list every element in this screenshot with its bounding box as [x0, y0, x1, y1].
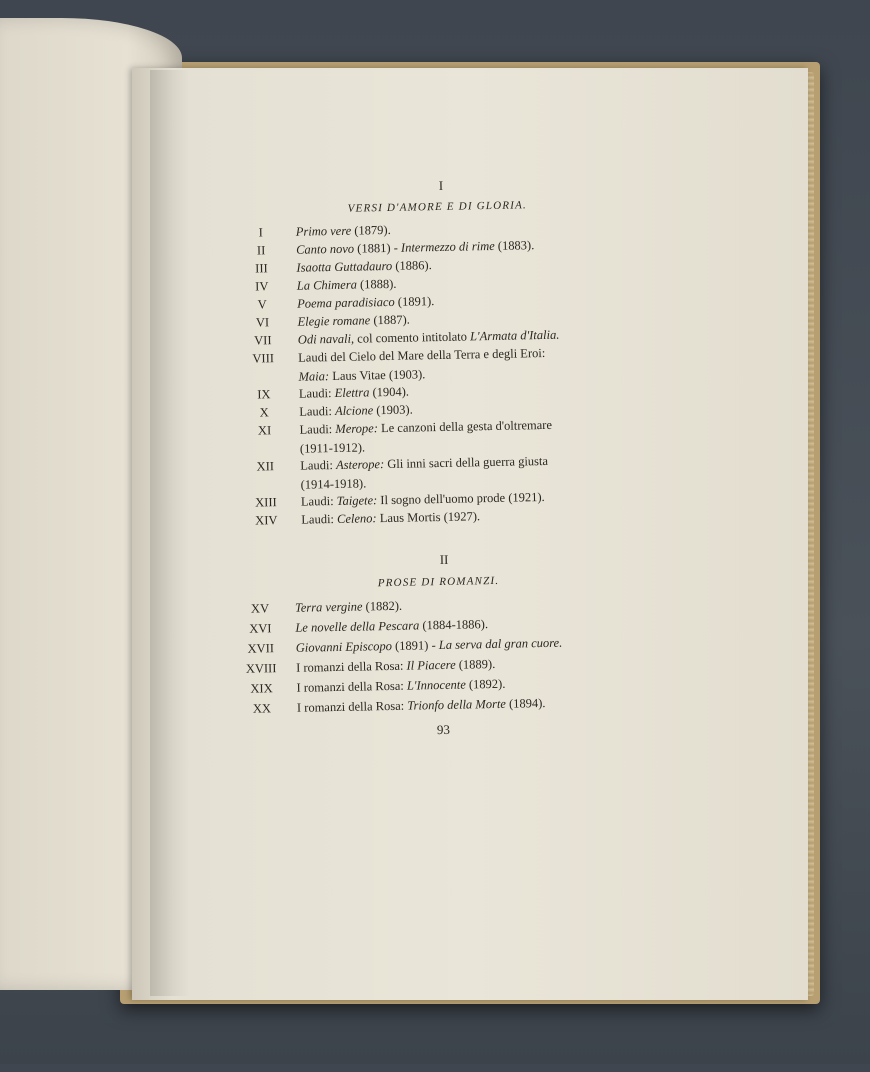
entry-text-part: Isaotta Guttadauro [296, 258, 393, 275]
entry-text-part: I romanzi della Rosa: [296, 698, 408, 715]
entry-title-continued [298, 367, 425, 384]
entry-title [296, 258, 432, 276]
entry-text-part: Elegie romane [297, 313, 371, 329]
entry-text-part: Laudi: [299, 422, 336, 437]
entry-text-part: Il Piacere [406, 657, 456, 673]
entry-title [301, 509, 480, 527]
entry-title [301, 490, 545, 510]
entry-text-part: Laudi del Cielo del Mare della Terra e degli Eroi: [298, 345, 546, 365]
entry-roman-numeral: III [255, 261, 268, 276]
entry-title [297, 313, 410, 330]
entry-text-part: Terra vergine [294, 599, 363, 615]
entry-roman-numeral: XV [250, 601, 270, 616]
entry-title [299, 418, 552, 438]
entry-text-part: (1911-1912). [299, 440, 366, 456]
entry-text-part: Gli inni sacri della guerra giusta [384, 453, 549, 472]
entry-text-part: Maia: [298, 369, 330, 384]
entry-title [297, 294, 434, 312]
entry-text-part: (1887). [370, 312, 410, 328]
entry-text-part: (1891). [394, 294, 435, 309]
entry-roman-numeral: XVI [249, 621, 272, 636]
entry-roman-numeral: VI [255, 315, 270, 330]
entry-text-part: Primo vere [295, 223, 352, 239]
entry-text-part: Giovanni Episcopo [295, 638, 393, 655]
entry-text-part: Celeno: [336, 511, 377, 526]
entry-text-part: (1883). [494, 238, 535, 253]
entry-roman-numeral: IV [255, 279, 269, 294]
entry-text-part: Le novelle della Pescara [295, 618, 420, 635]
entry-text-part: Asterope: [335, 457, 385, 472]
entry-text-part: Laudi: [300, 457, 337, 473]
entry-text-part: La serva dal gran cuore. [438, 635, 563, 653]
entry-text-part: Laudi: [300, 493, 337, 509]
entry-title-continued [300, 440, 365, 456]
entry-title [297, 696, 546, 716]
entry-roman-numeral: VII [254, 333, 272, 348]
entry-title [295, 599, 402, 616]
entry-roman-numeral: VIII [252, 351, 275, 366]
entry-roman-numeral: XVII [247, 641, 275, 656]
entry-title [296, 636, 563, 656]
entry-text-part: Laudi: [299, 404, 336, 419]
entry-text-part: (1914-1918). [300, 476, 367, 492]
entry-roman-numeral: X [259, 405, 269, 420]
entry-title [296, 677, 505, 696]
entry-text-part: Laudi: [298, 386, 335, 401]
entry-roman-numeral: XIX [250, 681, 273, 696]
entry-text-part: Odi navali, [297, 331, 355, 347]
entry-text-part: Trionfo della Morte [407, 696, 507, 713]
entry-title-continued [301, 476, 367, 492]
entry-title [298, 328, 560, 348]
entry-text-part: I romanzi della Rosa: [296, 678, 408, 695]
entry-text-part: Poema paradisiaco [297, 294, 395, 311]
entry-text-part: (1886). [392, 258, 432, 273]
entry-text-part: L'Armata d'Italia. [469, 327, 560, 344]
entry-roman-numeral: II [256, 243, 266, 258]
entry-text-part: Il sogno dell'uomo prode (1921). [377, 489, 545, 508]
entry-title [299, 403, 413, 420]
entry-text-part: (1882). [362, 598, 403, 614]
entry-text-part: (1892). [465, 676, 506, 692]
entry-text-part: (1888). [356, 276, 397, 292]
entry-text-part: Laus Vitae (1903). [328, 367, 426, 384]
entry-text-part: (1891) - [391, 638, 439, 653]
entry-text-part: I romanzi della Rosa: [296, 658, 407, 675]
entry-title [296, 223, 391, 240]
entry-title [300, 454, 548, 474]
entry-text-part: Taigete: [336, 493, 378, 508]
entry-roman-numeral: XI [257, 423, 272, 438]
entry-title [295, 617, 488, 636]
section-number: I [438, 177, 444, 193]
entry-text-part: Le canzoni della gesta d'oltremare [377, 417, 553, 436]
entry-title [297, 277, 397, 294]
entry-text-part: (1879). [351, 222, 391, 238]
entry-text-part: La Chimera [296, 277, 358, 293]
section-title: PROSE DI ROMANZI. [377, 574, 500, 590]
entry-roman-numeral: I [258, 225, 264, 240]
entry-text-part: (1884-1886). [419, 617, 489, 633]
entry-text-part: (1881) - [353, 240, 402, 256]
section-number: II [439, 551, 449, 568]
entry-title [296, 657, 495, 676]
entry-text-part: Alcione [334, 403, 374, 419]
page-number: 93 [436, 721, 451, 738]
entry-text-part: Elettra [334, 385, 370, 401]
entry-roman-numeral: V [257, 297, 267, 312]
entry-text-part: (1903). [373, 402, 413, 418]
entry-text-part: col comento intitolato [353, 329, 471, 346]
entry-title [298, 346, 545, 366]
entry-roman-numeral: XIV [255, 513, 278, 528]
entry-roman-numeral: XIII [255, 495, 277, 510]
entry-title [296, 238, 534, 258]
entry-text-part: Intermezzo di rime [400, 238, 495, 255]
section-title: VERSI D'AMORE E DI GLORIA. [347, 199, 528, 215]
entry-text-part: (1894). [505, 696, 546, 711]
entry-roman-numeral: XVIII [245, 661, 277, 676]
entry-text-part: Laudi: [301, 511, 338, 527]
entry-text-part: (1889). [455, 656, 496, 672]
entry-text-part: (1904). [369, 384, 410, 400]
entry-text-part: L'Innocente [406, 677, 466, 693]
entry-title [299, 385, 409, 402]
entry-text-part: Merope: [335, 421, 379, 437]
entry-text-part: Canto novo [295, 241, 355, 257]
entry-text-part: Laus Mortis (1927). [376, 509, 481, 526]
entry-roman-numeral: IX [257, 387, 271, 402]
entry-roman-numeral: XX [252, 701, 272, 716]
entry-roman-numeral: XII [256, 459, 275, 474]
